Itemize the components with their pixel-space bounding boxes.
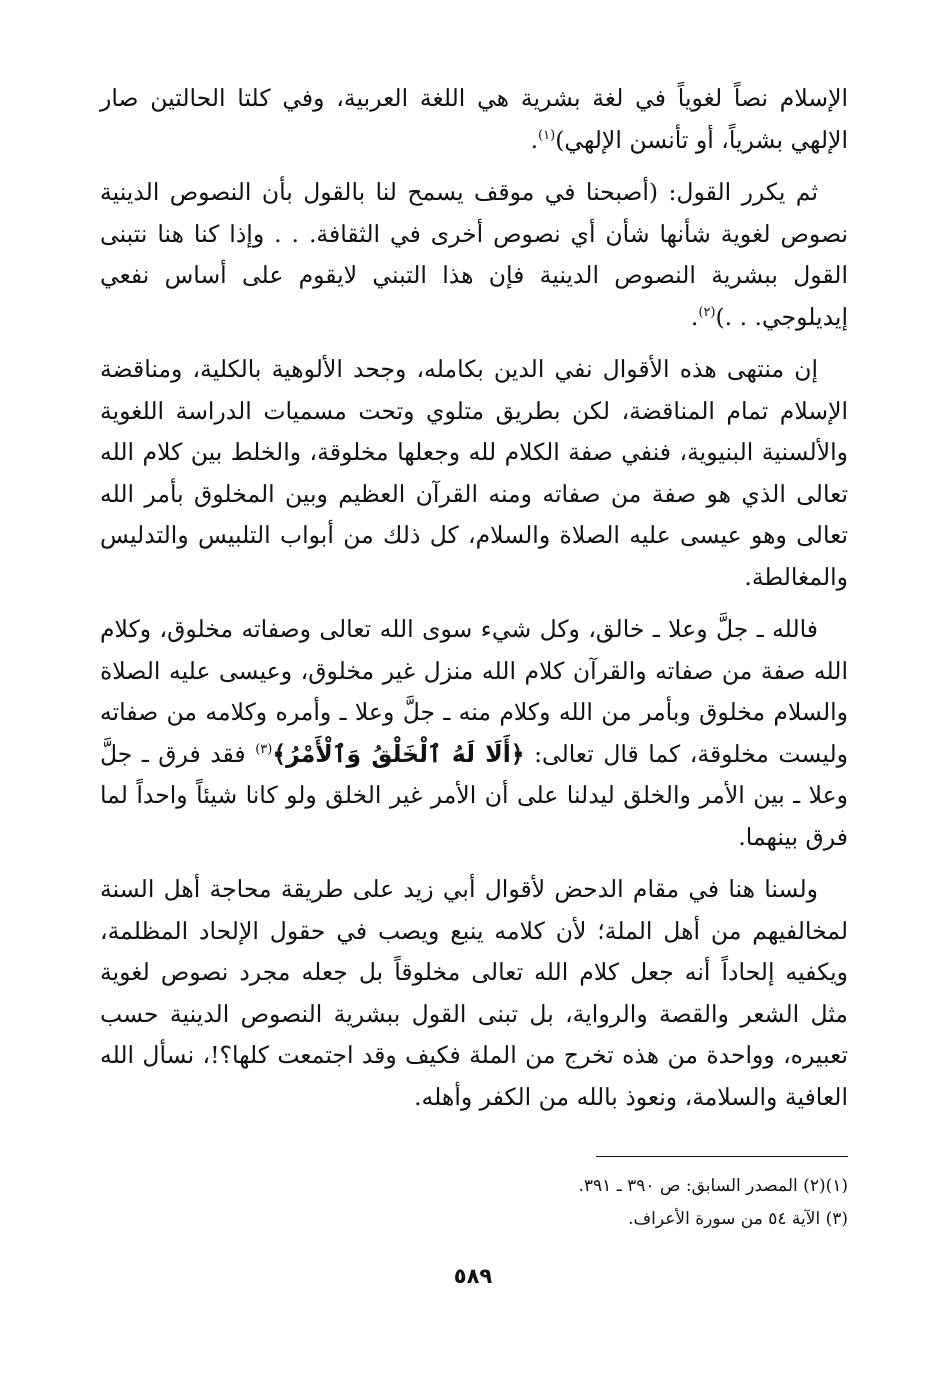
paragraph-5 bbox=[100, 869, 848, 1118]
paragraph-1-tail: . bbox=[530, 125, 539, 154]
paragraph-1 bbox=[100, 78, 848, 161]
footnotes bbox=[100, 1170, 848, 1236]
quran-verse: ﴿أَلَا لَهُ ٱلْخَلْقُ وَٱلْأَمْرُ﴾ bbox=[272, 739, 525, 768]
paragraph-1-text: الإسلام نصاً لغوياً في لغة بشرية هي اللغة العربية، وفي كلتا الحالتين صار الإلهي بشرياً، أو تأنسن الإلهي) bbox=[100, 84, 848, 154]
page-number: ٥٨٩ bbox=[453, 1264, 493, 1288]
footnote-2: (٣) الآية ٥٤ من سورة الأعراف. bbox=[628, 1209, 848, 1229]
footnote-divider bbox=[596, 1156, 848, 1157]
footnote-ref-3: (٣) bbox=[255, 741, 273, 757]
paragraph-2-tail: . bbox=[690, 302, 699, 331]
footnote-ref-1: (١) bbox=[538, 127, 556, 143]
paragraph-4-text-before: فالله ـ جلَّ وعلا ـ خالق، وكل شيء سوى الله تعالى وصفاته مخلوق، وكلام الله صفة من صفاته والقرآن كلام الله منزل غير مخلوق، وعيسى عليه الصلاة والسلام مخلوق وبأمر من الله وكلام منه ـ جلَّ وعلا ـ وأمره وكلامه من صفاته وليست مخلوقة، كما قال تعالى: bbox=[100, 615, 849, 768]
paragraph-3-text: إن منتهى هذه الأقوال نفي الدين بكامله، وجحد الألوهية بالكلية، ومناقضة الإسلام تمام المناقضة، لكن بطريق متلوي وتحت مسميات الدراسة اللغوية والألسنية البنيوية، فنفي صفة الكلام لله وجعلها مخلوقة، والخلط بين كلام الله تعالى الذي هو صفة من صفاته ومنه القرآن العظيم وبين المخلوق بأمر الله تعالى وهو عيسى عليه الصلاة والسلام، كل ذلك من أبواب التلبيس والتدليس والمغالطة. bbox=[100, 355, 848, 591]
page-body bbox=[100, 78, 848, 1129]
paragraph-4 bbox=[100, 609, 848, 858]
paragraph-4-text-after: فقد فرق ـ جلَّ وعلا ـ بين الأمر والخلق ليدلنا على أن الأمر غير الخلق ولو كانا شيئاً واحداً لما فرق بينهما. bbox=[100, 739, 848, 851]
footnote-ref-2: (٢) bbox=[698, 304, 716, 320]
paragraph-2-text: ثم يكرر القول: (أصبحنا في موقف يسمح لنا بالقول بأن النصوص الدينية نصوص لغوية شأنها شأن أي نصوص أخرى في الثقافة. . . وإذا كنا هنا نتبنى القول ببشرية النصوص الدينية فإن هذا التبني لايقوم على أساس نفعي إيديلوجي. . .) bbox=[100, 178, 848, 331]
footnote-1: (١)(٢) المصدر السابق: ص ٣٩٠ ـ ٣٩١. bbox=[578, 1176, 848, 1196]
paragraph-5-text: ولسنا هنا في مقام الدحض لأقوال أبي زيد على طريقة محاجة أهل السنة لمخالفيهم من أهل الملة؛ لأن كلامه ينبع ويصب في حقول الإلحاد المظلمة، ويكفيه إلحاداً أنه جعل كلام الله تعالى مخلوقاً بل جعله مجرد نصوص لغوية مثل الشعر والقصة والرواية، بل تبنى القول ببشرية النصوص الدينية حسب تعبيره، وواحدة من هذه تخرج من الملة فكيف وقد اجتمعت كلها؟!، نسأل الله العافية والسلامة، ونعوذ بالله من الكفر وأهله. bbox=[100, 875, 848, 1111]
paragraph-2 bbox=[100, 172, 848, 338]
paragraph-3 bbox=[100, 349, 848, 598]
